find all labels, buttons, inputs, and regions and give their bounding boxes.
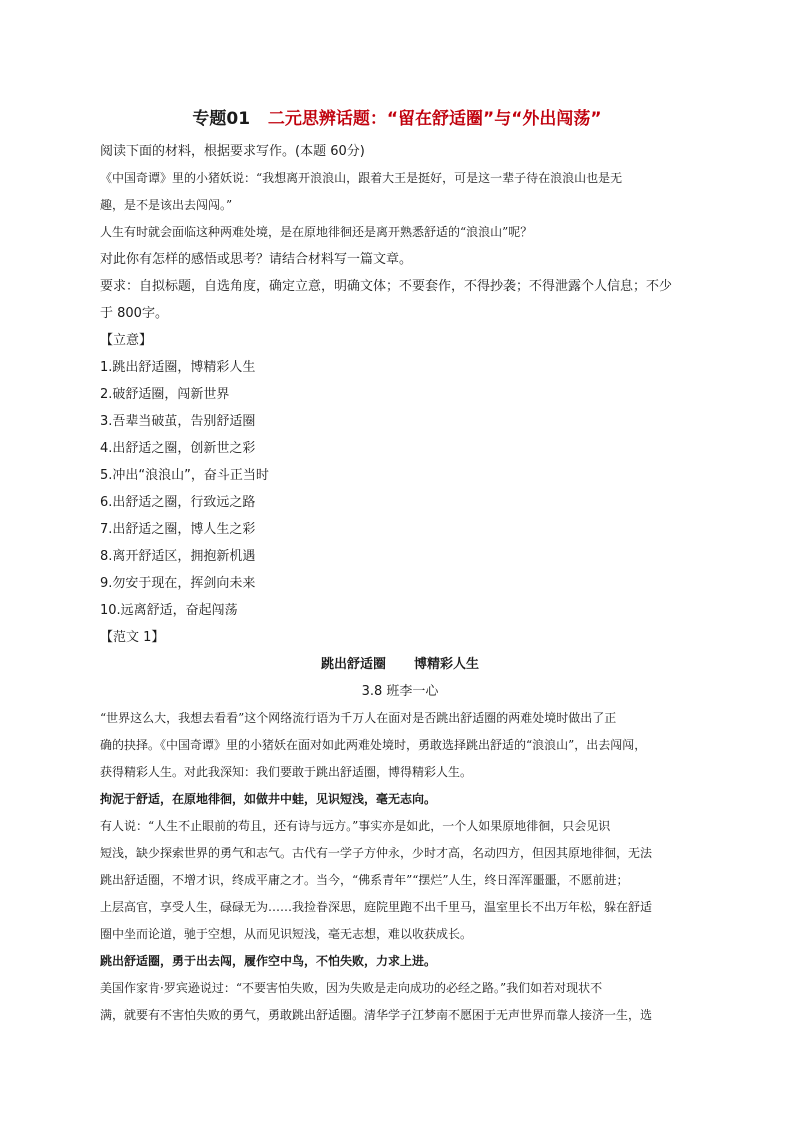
essay-title [100,651,700,678]
title-lead: 专题01 [192,109,251,129]
material-line: 《中国奇谭》里的小猪妖说：“我想离开浪浪山，跟着大王是挺好，可是这一辈子待在浪浪山也是无 [100,171,623,185]
page-title [0,104,794,129]
essay-point: 跳出舒适圈，勇于出去闯，履作空中鸟，不怕失败，力求上进。 [100,954,437,968]
material-line: 趣，是不是该出去闯闯。” [100,198,233,212]
essay-section [100,651,700,1029]
title-main: 二元思辨话题：“留在舒适圈”与“外出闯荡” [267,109,602,129]
essay-line: 确的抉择。《中国奇谭》里的小猪妖在面对如此两难处境时，勇敢选择跳出舒适的“浪浪山”，出去闯闯， [100,738,647,752]
essay-author: 3.8 班李一心 [361,684,439,699]
essay-line: 满，就要有不害怕失败的勇气，勇敢跳出舒适圈。清华学子江梦南不愿困于无声世界而靠人接济一生，选 [100,1008,653,1022]
essay-point: 拘泥于舒适，在原地徘徊，如做井中蛙，见识短浅，毫无志向。 [100,792,437,806]
idea-item: 4.出舒适之圈，创新世之彩 [100,441,256,456]
material-line: 人生有时就会面临这种两难处境，是在原地徘徊还是离开熟悉舒适的“浪浪山”呢？ [100,225,533,239]
prompt-section [100,138,700,327]
idea-item: 2.破舒适圈，闯新世界 [100,387,230,402]
requirement-line: 于 800字。 [100,306,168,321]
idea-item: 1.跳出舒适圈，博精彩人生 [100,360,256,375]
idea-item: 9.勿安于现在，挥剑向未来 [100,576,256,591]
essay-line: 获得精彩人生。对此我深知：我们要敢于跳出舒适圈，博得精彩人生。 [100,765,473,779]
essay-line: “世界这么大，我想去看看”这个网络流行语为千万人在面对是否跳出舒适圈的两难处境时做出了正 [100,711,617,725]
essay-title-part-b: 博精彩人生 [414,657,480,672]
essay-line: 有人说：“人生不止眼前的苟且，还有诗与远方。”事实亦是如此，一个人如果原地徘徊，只会见识 [100,819,611,833]
essay-line: 上层高官，享受人生，碌碌无为……我捡眷深思，庭院里跑不出千里马，温室里长不出万年松，躲在舒适 [100,900,653,914]
idea-item: 3.吾辈当破茧，告别舒适圈 [100,414,256,429]
idea-item: 6.出舒适之圈，行致远之路 [100,495,256,510]
idea-item: 10.远离舒适，奋起闯荡 [100,603,238,618]
essay-title-part-a: 跳出舒适圈 [320,657,386,672]
instruction: 阅读下面的材料，根据要求写作。(本题 60分) [100,144,365,159]
idea-item: 8.离开舒适区，拥抱新机遇 [100,549,256,564]
essay-heading: 【范文 1】 [100,630,165,645]
material-line: 对此你有怎样的感悟或思考？请结合材料写一篇文章。 [100,252,413,267]
essay-line: 短浅，缺少探索世界的勇气和志气。古代有一学子方仲永，少时才高，名动四方，但因其原地徘徊，无法 [100,846,653,860]
essay-line: 美国作家肯·罗宾逊说过：“不要害怕失败，因为失败是走向成功的必经之路。”我们如若对现状不 [100,981,603,995]
ideas-heading: 【立意】 [100,333,153,348]
requirement-line: 要求：自拟标题，自选角度，确定立意，明确文体；不要套作，不得抄袭；不得泄露个人信息；不少 [100,279,673,294]
ideas-section [100,327,700,651]
idea-item: 5.冲出“浪浪山”，奋斗正当时 [100,468,269,483]
idea-item: 7.出舒适之圈，博人生之彩 [100,522,256,537]
essay-line: 圈中坐而论道，驰于空想，从而见识短浅，毫无志想，难以收获成长。 [100,927,473,941]
essay-line: 跳出舒适圈，不增才识，终成平庸之才。当今，“佛系青年”“摆烂”人生，终日浑浑噩噩，不愿前进； [100,873,629,887]
